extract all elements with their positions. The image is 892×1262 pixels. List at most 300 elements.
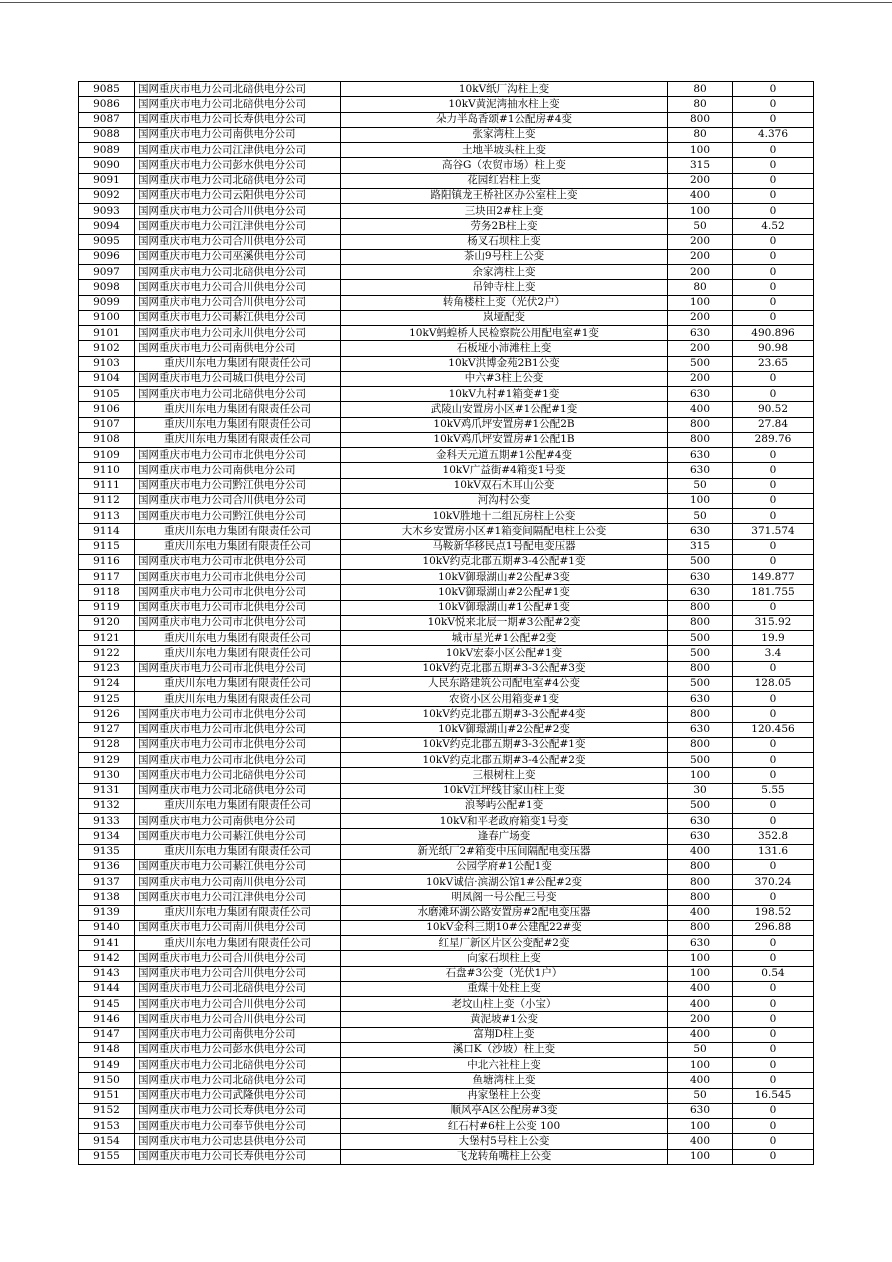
cell-value: 19.9 <box>733 631 814 646</box>
cell-value: 131.6 <box>733 844 814 859</box>
cell-company: 国网重庆市电力公司市北供电分公司 <box>135 615 341 630</box>
cell-capacity: 100 <box>668 951 733 966</box>
cell-row-id: 9087 <box>79 112 135 127</box>
cell-capacity: 500 <box>668 676 733 691</box>
cell-row-id: 9107 <box>79 417 135 432</box>
cell-value: 0 <box>733 890 814 905</box>
cell-row-id: 9148 <box>79 1042 135 1057</box>
table-row <box>79 280 814 295</box>
cell-company: 国网重庆市电力公司武隆供电分公司 <box>135 1088 341 1103</box>
cell-company: 国网重庆市电力公司江津供电分公司 <box>135 890 341 905</box>
cell-row-id: 9137 <box>79 875 135 890</box>
cell-row-id: 9126 <box>79 707 135 722</box>
cell-company: 国网重庆市电力公司江津供电分公司 <box>135 219 341 234</box>
cell-station-name: 三根树柱上变 <box>341 768 668 783</box>
table-row <box>79 554 814 569</box>
cell-station-name: 中六#3柱上公变 <box>341 371 668 386</box>
cell-value: 0 <box>733 768 814 783</box>
cell-company: 国网重庆市电力公司北碚供电分公司 <box>135 265 341 280</box>
cell-station-name: 张家湾柱上变 <box>341 127 668 142</box>
cell-station-name: 10kV纸厂沟柱上变 <box>341 82 668 97</box>
cell-company: 国网重庆市电力公司綦江供电分公司 <box>135 310 341 325</box>
cell-capacity: 50 <box>668 509 733 524</box>
cell-company: 重庆川东电力集团有限责任公司 <box>135 905 341 920</box>
cell-station-name: 溪口K（沙坡）柱上变 <box>341 1042 668 1057</box>
cell-value: 198.52 <box>733 905 814 920</box>
cell-station-name: 黄泥坡#1公变 <box>341 1012 668 1027</box>
cell-value: 0 <box>733 249 814 264</box>
cell-company: 国网重庆市电力公司市北供电分公司 <box>135 753 341 768</box>
cell-station-name: 顺风亭A区公配房#3变 <box>341 1103 668 1118</box>
table-row <box>79 783 814 798</box>
cell-company: 国网重庆市电力公司市北供电分公司 <box>135 707 341 722</box>
cell-station-name: 10kV御璟湖山#2公配#1变 <box>341 585 668 600</box>
cell-station-name: 吊钟寺柱上变 <box>341 280 668 295</box>
cell-value: 5.55 <box>733 783 814 798</box>
cell-value: 296.88 <box>733 920 814 935</box>
table-row <box>79 219 814 234</box>
cell-capacity: 400 <box>668 905 733 920</box>
cell-row-id: 9117 <box>79 570 135 585</box>
cell-company: 国网重庆市电力公司市北供电分公司 <box>135 585 341 600</box>
cell-capacity: 100 <box>668 204 733 219</box>
cell-capacity: 400 <box>668 1134 733 1149</box>
cell-row-id: 9110 <box>79 463 135 478</box>
table-row <box>79 966 814 981</box>
table-row <box>79 875 814 890</box>
cell-value: 315.92 <box>733 615 814 630</box>
cell-capacity: 630 <box>668 570 733 585</box>
cell-company: 国网重庆市电力公司合川供电分公司 <box>135 234 341 249</box>
cell-row-id: 9090 <box>79 158 135 173</box>
cell-capacity: 100 <box>668 768 733 783</box>
cell-row-id: 9111 <box>79 478 135 493</box>
cell-value: 0 <box>733 158 814 173</box>
table-row <box>79 97 814 112</box>
cell-row-id: 9135 <box>79 844 135 859</box>
cell-capacity: 800 <box>668 417 733 432</box>
cell-station-name: 红星厂新区片区公变配#2变 <box>341 936 668 951</box>
cell-row-id: 9120 <box>79 615 135 630</box>
cell-value: 0 <box>733 387 814 402</box>
cell-capacity: 200 <box>668 371 733 386</box>
cell-capacity: 100 <box>668 1119 733 1134</box>
cell-value: 90.52 <box>733 402 814 417</box>
cell-company: 国网重庆市电力公司长寿供电分公司 <box>135 1103 341 1118</box>
cell-station-name: 10kV江坪线甘家山柱上变 <box>341 783 668 798</box>
cell-station-name: 向家石坝柱上变 <box>341 951 668 966</box>
cell-company: 国网重庆市电力公司北碚供电分公司 <box>135 173 341 188</box>
cell-station-name: 朵力半岛香颂#1公配房#4变 <box>341 112 668 127</box>
cell-row-id: 9130 <box>79 768 135 783</box>
cell-value: 0 <box>733 951 814 966</box>
cell-value: 0 <box>733 814 814 829</box>
cell-row-id: 9096 <box>79 249 135 264</box>
cell-station-name: 浪琴屿公配#1变 <box>341 798 668 813</box>
cell-capacity: 630 <box>668 814 733 829</box>
table-row <box>79 295 814 310</box>
cell-value: 0 <box>733 707 814 722</box>
cell-capacity: 315 <box>668 158 733 173</box>
cell-value: 0 <box>733 463 814 478</box>
cell-station-name: 10kV约克北郡五期#3-3公配#3变 <box>341 661 668 676</box>
cell-value: 149.877 <box>733 570 814 585</box>
cell-row-id: 9127 <box>79 722 135 737</box>
cell-value: 0 <box>733 493 814 508</box>
cell-company: 国网重庆市电力公司黔江供电分公司 <box>135 478 341 493</box>
cell-station-name: 10kV蚂蝗桥人民检察院公用配电室#1变 <box>341 326 668 341</box>
cell-capacity: 630 <box>668 1103 733 1118</box>
cell-station-name: 余家湾柱上变 <box>341 265 668 280</box>
cell-company: 国网重庆市电力公司市北供电分公司 <box>135 448 341 463</box>
cell-company: 国网重庆市电力公司合川供电分公司 <box>135 295 341 310</box>
cell-value: 0 <box>733 371 814 386</box>
cell-company: 国网重庆市电力公司市北供电分公司 <box>135 722 341 737</box>
cell-station-name: 10kV御璟湖山#2公配#3变 <box>341 570 668 585</box>
cell-station-name: 大堡村5号柱上公变 <box>341 1134 668 1149</box>
cell-capacity: 200 <box>668 310 733 325</box>
cell-station-name: 农资小区公用箱变#1变 <box>341 692 668 707</box>
cell-value: 289.76 <box>733 432 814 447</box>
table-row <box>79 936 814 951</box>
cell-company: 国网重庆市电力公司南川供电分公司 <box>135 875 341 890</box>
cell-capacity: 800 <box>668 707 733 722</box>
cell-capacity: 100 <box>668 966 733 981</box>
table-row <box>79 615 814 630</box>
cell-value: 0 <box>733 539 814 554</box>
cell-company: 国网重庆市电力公司合川供电分公司 <box>135 966 341 981</box>
cell-capacity: 200 <box>668 249 733 264</box>
cell-row-id: 9123 <box>79 661 135 676</box>
cell-company: 国网重庆市电力公司北碚供电分公司 <box>135 768 341 783</box>
cell-row-id: 9114 <box>79 524 135 539</box>
cell-row-id: 9097 <box>79 265 135 280</box>
cell-value: 3.4 <box>733 646 814 661</box>
cell-row-id: 9125 <box>79 692 135 707</box>
cell-station-name: 重煤十处柱上变 <box>341 981 668 996</box>
cell-row-id: 9106 <box>79 402 135 417</box>
cell-value: 370.24 <box>733 875 814 890</box>
cell-row-id: 9088 <box>79 127 135 142</box>
cell-value: 352.8 <box>733 829 814 844</box>
cell-capacity: 100 <box>668 295 733 310</box>
cell-company: 重庆川东电力集团有限责任公司 <box>135 844 341 859</box>
cell-value: 0 <box>733 478 814 493</box>
cell-row-id: 9095 <box>79 234 135 249</box>
cell-row-id: 9139 <box>79 905 135 920</box>
cell-value: 0 <box>733 1027 814 1042</box>
cell-row-id: 9142 <box>79 951 135 966</box>
table-row <box>79 1073 814 1088</box>
table-row <box>79 326 814 341</box>
cell-capacity: 500 <box>668 646 733 661</box>
cell-value: 4.376 <box>733 127 814 142</box>
cell-capacity: 30 <box>668 783 733 798</box>
cell-capacity: 630 <box>668 326 733 341</box>
cell-company: 重庆川东电力集团有限责任公司 <box>135 432 341 447</box>
table-row <box>79 722 814 737</box>
cell-capacity: 800 <box>668 432 733 447</box>
cell-capacity: 50 <box>668 1088 733 1103</box>
cell-value: 181.755 <box>733 585 814 600</box>
cell-company: 国网重庆市电力公司市北供电分公司 <box>135 661 341 676</box>
cell-station-name: 路阳镇龙王桥社区办公室柱上变 <box>341 188 668 203</box>
table-row <box>79 859 814 874</box>
table-row <box>79 82 814 97</box>
table-row <box>79 249 814 264</box>
cell-value: 128.05 <box>733 676 814 691</box>
cell-capacity: 800 <box>668 600 733 615</box>
table-row <box>79 173 814 188</box>
cell-station-name: 高谷G（农贸市场）柱上变 <box>341 158 668 173</box>
table-row <box>79 310 814 325</box>
table-row <box>79 1058 814 1073</box>
cell-company: 国网重庆市电力公司长寿供电分公司 <box>135 1149 341 1164</box>
cell-capacity: 400 <box>668 981 733 996</box>
cell-capacity: 800 <box>668 890 733 905</box>
cell-capacity: 400 <box>668 402 733 417</box>
cell-station-name: 10kV鸡爪坪安置房#1公配2B <box>341 417 668 432</box>
table-row <box>79 371 814 386</box>
cell-value: 0 <box>733 1149 814 1164</box>
table-row <box>79 768 814 783</box>
cell-value: 0 <box>733 753 814 768</box>
cell-station-name: 10kV胜地十二组瓦房柱上公变 <box>341 509 668 524</box>
cell-station-name: 城市星光#1公配#2变 <box>341 631 668 646</box>
cell-row-id: 9116 <box>79 554 135 569</box>
cell-company: 国网重庆市电力公司南供电分公司 <box>135 1027 341 1042</box>
cell-capacity: 400 <box>668 997 733 1012</box>
cell-station-name: 逢春广场变 <box>341 829 668 844</box>
cell-row-id: 9101 <box>79 326 135 341</box>
table-row <box>79 676 814 691</box>
table-row <box>79 204 814 219</box>
cell-capacity: 500 <box>668 356 733 371</box>
cell-station-name: 10kV约克北郡五期#3-3公配#4变 <box>341 707 668 722</box>
cell-company: 国网重庆市电力公司北碚供电分公司 <box>135 97 341 112</box>
table-row <box>79 753 814 768</box>
cell-station-name: 10kV九村#1箱变#1变 <box>341 387 668 402</box>
cell-capacity: 100 <box>668 493 733 508</box>
table-row <box>79 417 814 432</box>
cell-capacity: 50 <box>668 219 733 234</box>
cell-capacity: 800 <box>668 859 733 874</box>
cell-capacity: 80 <box>668 280 733 295</box>
cell-station-name: 新光纸厂2#箱变中压间隔配电变压器 <box>341 844 668 859</box>
cell-value: 0 <box>733 661 814 676</box>
cell-company: 国网重庆市电力公司南供电分公司 <box>135 341 341 356</box>
cell-row-id: 9121 <box>79 631 135 646</box>
cell-station-name: 河沟村公变 <box>341 493 668 508</box>
table-row <box>79 493 814 508</box>
cell-row-id: 9118 <box>79 585 135 600</box>
cell-station-name: 武陵山安置房小区#1公配#1变 <box>341 402 668 417</box>
table-row <box>79 1149 814 1164</box>
cell-company: 国网重庆市电力公司合川供电分公司 <box>135 1012 341 1027</box>
cell-company: 国网重庆市电力公司南供电分公司 <box>135 463 341 478</box>
cell-capacity: 630 <box>668 448 733 463</box>
table-row <box>79 844 814 859</box>
cell-company: 国网重庆市电力公司北碚供电分公司 <box>135 387 341 402</box>
table-row <box>79 920 814 935</box>
cell-capacity: 400 <box>668 844 733 859</box>
cell-company: 国网重庆市电力公司市北供电分公司 <box>135 600 341 615</box>
table-row <box>79 234 814 249</box>
cell-station-name: 老坟山柱上变（小宝） <box>341 997 668 1012</box>
cell-value: 0 <box>733 1134 814 1149</box>
cell-station-name: 三块田2#柱上变 <box>341 204 668 219</box>
table-row <box>79 981 814 996</box>
cell-value: 0 <box>733 188 814 203</box>
cell-station-name: 10kV和平老政府箱变1号变 <box>341 814 668 829</box>
cell-station-name: 中北六社柱上变 <box>341 1058 668 1073</box>
table-row <box>79 1134 814 1149</box>
cell-capacity: 800 <box>668 661 733 676</box>
table-row <box>79 737 814 752</box>
cell-capacity: 500 <box>668 753 733 768</box>
cell-capacity: 630 <box>668 722 733 737</box>
table-row <box>79 463 814 478</box>
table-row <box>79 814 814 829</box>
cell-value: 0 <box>733 1119 814 1134</box>
table-row <box>79 646 814 661</box>
cell-station-name: 水磨滩环湖公路安置房#2配电变压器 <box>341 905 668 920</box>
cell-value: 371.574 <box>733 524 814 539</box>
cell-value: 0 <box>733 204 814 219</box>
cell-value: 0 <box>733 265 814 280</box>
cell-row-id: 9138 <box>79 890 135 905</box>
cell-station-name: 大木乡安置房小区#1箱变间隔配电柱上公变 <box>341 524 668 539</box>
table-row <box>79 570 814 585</box>
cell-value: 0 <box>733 82 814 97</box>
cell-row-id: 9143 <box>79 966 135 981</box>
cell-station-name: 石板垭小沛滩柱上变 <box>341 341 668 356</box>
table-row <box>79 509 814 524</box>
cell-row-id: 9128 <box>79 737 135 752</box>
cell-row-id: 9140 <box>79 920 135 935</box>
cell-value: 0 <box>733 112 814 127</box>
cell-station-name: 富翔D柱上变 <box>341 1027 668 1042</box>
cell-station-name: 土地半坡头柱上变 <box>341 143 668 158</box>
cell-company: 重庆川东电力集团有限责任公司 <box>135 676 341 691</box>
cell-row-id: 9119 <box>79 600 135 615</box>
cell-row-id: 9153 <box>79 1119 135 1134</box>
table-row <box>79 112 814 127</box>
cell-company: 国网重庆市电力公司合川供电分公司 <box>135 951 341 966</box>
cell-station-name: 石盘#3公变（光伏1户） <box>341 966 668 981</box>
cell-row-id: 9098 <box>79 280 135 295</box>
cell-capacity: 100 <box>668 1058 733 1073</box>
cell-row-id: 9089 <box>79 143 135 158</box>
cell-station-name: 10kV悦来北辰一期#3公配#2变 <box>341 615 668 630</box>
cell-company: 国网重庆市电力公司长寿供电分公司 <box>135 112 341 127</box>
cell-capacity: 800 <box>668 615 733 630</box>
cell-company: 国网重庆市电力公司南供电分公司 <box>135 814 341 829</box>
table-row <box>79 402 814 417</box>
cell-row-id: 9104 <box>79 371 135 386</box>
cell-row-id: 9093 <box>79 204 135 219</box>
cell-value: 90.98 <box>733 341 814 356</box>
cell-station-name: 马鞍新华移民点1号配电变压器 <box>341 539 668 554</box>
cell-company: 国网重庆市电力公司城口供电分公司 <box>135 371 341 386</box>
cell-company: 国网重庆市电力公司合川供电分公司 <box>135 280 341 295</box>
table-row <box>79 1088 814 1103</box>
table-row <box>79 432 814 447</box>
cell-capacity: 800 <box>668 112 733 127</box>
cell-capacity: 800 <box>668 737 733 752</box>
cell-row-id: 9154 <box>79 1134 135 1149</box>
transformer-table <box>78 81 814 1165</box>
cell-value: 0 <box>733 798 814 813</box>
table-row <box>79 387 814 402</box>
cell-company: 国网重庆市电力公司北碚供电分公司 <box>135 981 341 996</box>
table-row <box>79 158 814 173</box>
cell-row-id: 9134 <box>79 829 135 844</box>
table-row <box>79 1012 814 1027</box>
cell-row-id: 9103 <box>79 356 135 371</box>
cell-company: 重庆川东电力集团有限责任公司 <box>135 798 341 813</box>
cell-company: 重庆川东电力集团有限责任公司 <box>135 524 341 539</box>
cell-capacity: 800 <box>668 875 733 890</box>
cell-station-name: 10kV御璟湖山#2公配#2变 <box>341 722 668 737</box>
cell-value: 0 <box>733 692 814 707</box>
table-row <box>79 448 814 463</box>
cell-company: 国网重庆市电力公司合川供电分公司 <box>135 204 341 219</box>
table-row <box>79 1027 814 1042</box>
cell-station-name: 岚垭配变 <box>341 310 668 325</box>
cell-company: 国网重庆市电力公司北碚供电分公司 <box>135 82 341 97</box>
cell-value: 27.84 <box>733 417 814 432</box>
cell-row-id: 9115 <box>79 539 135 554</box>
cell-station-name: 10kV约克北郡五期#3-4公配#2变 <box>341 753 668 768</box>
cell-capacity: 80 <box>668 82 733 97</box>
cell-company: 国网重庆市电力公司彭水供电分公司 <box>135 1042 341 1057</box>
cell-row-id: 9099 <box>79 295 135 310</box>
cell-row-id: 9150 <box>79 1073 135 1088</box>
cell-station-name: 花园红岩柱上变 <box>341 173 668 188</box>
cell-company: 国网重庆市电力公司彭水供电分公司 <box>135 158 341 173</box>
cell-row-id: 9132 <box>79 798 135 813</box>
cell-capacity: 400 <box>668 188 733 203</box>
cell-value: 0 <box>733 280 814 295</box>
cell-value: 0 <box>733 1042 814 1057</box>
table-row <box>79 798 814 813</box>
cell-capacity: 630 <box>668 585 733 600</box>
cell-row-id: 9094 <box>79 219 135 234</box>
cell-station-name: 10kV双石木耳山公变 <box>341 478 668 493</box>
cell-row-id: 9152 <box>79 1103 135 1118</box>
table-row <box>79 265 814 280</box>
cell-company: 国网重庆市电力公司永川供电分公司 <box>135 326 341 341</box>
table-row <box>79 341 814 356</box>
cell-value: 0 <box>733 554 814 569</box>
cell-value: 0 <box>733 143 814 158</box>
cell-row-id: 9136 <box>79 859 135 874</box>
cell-row-id: 9085 <box>79 82 135 97</box>
cell-station-name: 红石村#6柱上公变 100 <box>341 1119 668 1134</box>
cell-capacity: 80 <box>668 127 733 142</box>
cell-value: 0 <box>733 97 814 112</box>
cell-company: 重庆川东电力集团有限责任公司 <box>135 417 341 432</box>
cell-station-name: 转角楼柱上变（光伏2户） <box>341 295 668 310</box>
cell-value: 0.54 <box>733 966 814 981</box>
cell-capacity: 200 <box>668 341 733 356</box>
cell-row-id: 9129 <box>79 753 135 768</box>
cell-company: 重庆川东电力集团有限责任公司 <box>135 356 341 371</box>
cell-capacity: 100 <box>668 143 733 158</box>
cell-company: 重庆川东电力集团有限责任公司 <box>135 539 341 554</box>
table-row <box>79 905 814 920</box>
